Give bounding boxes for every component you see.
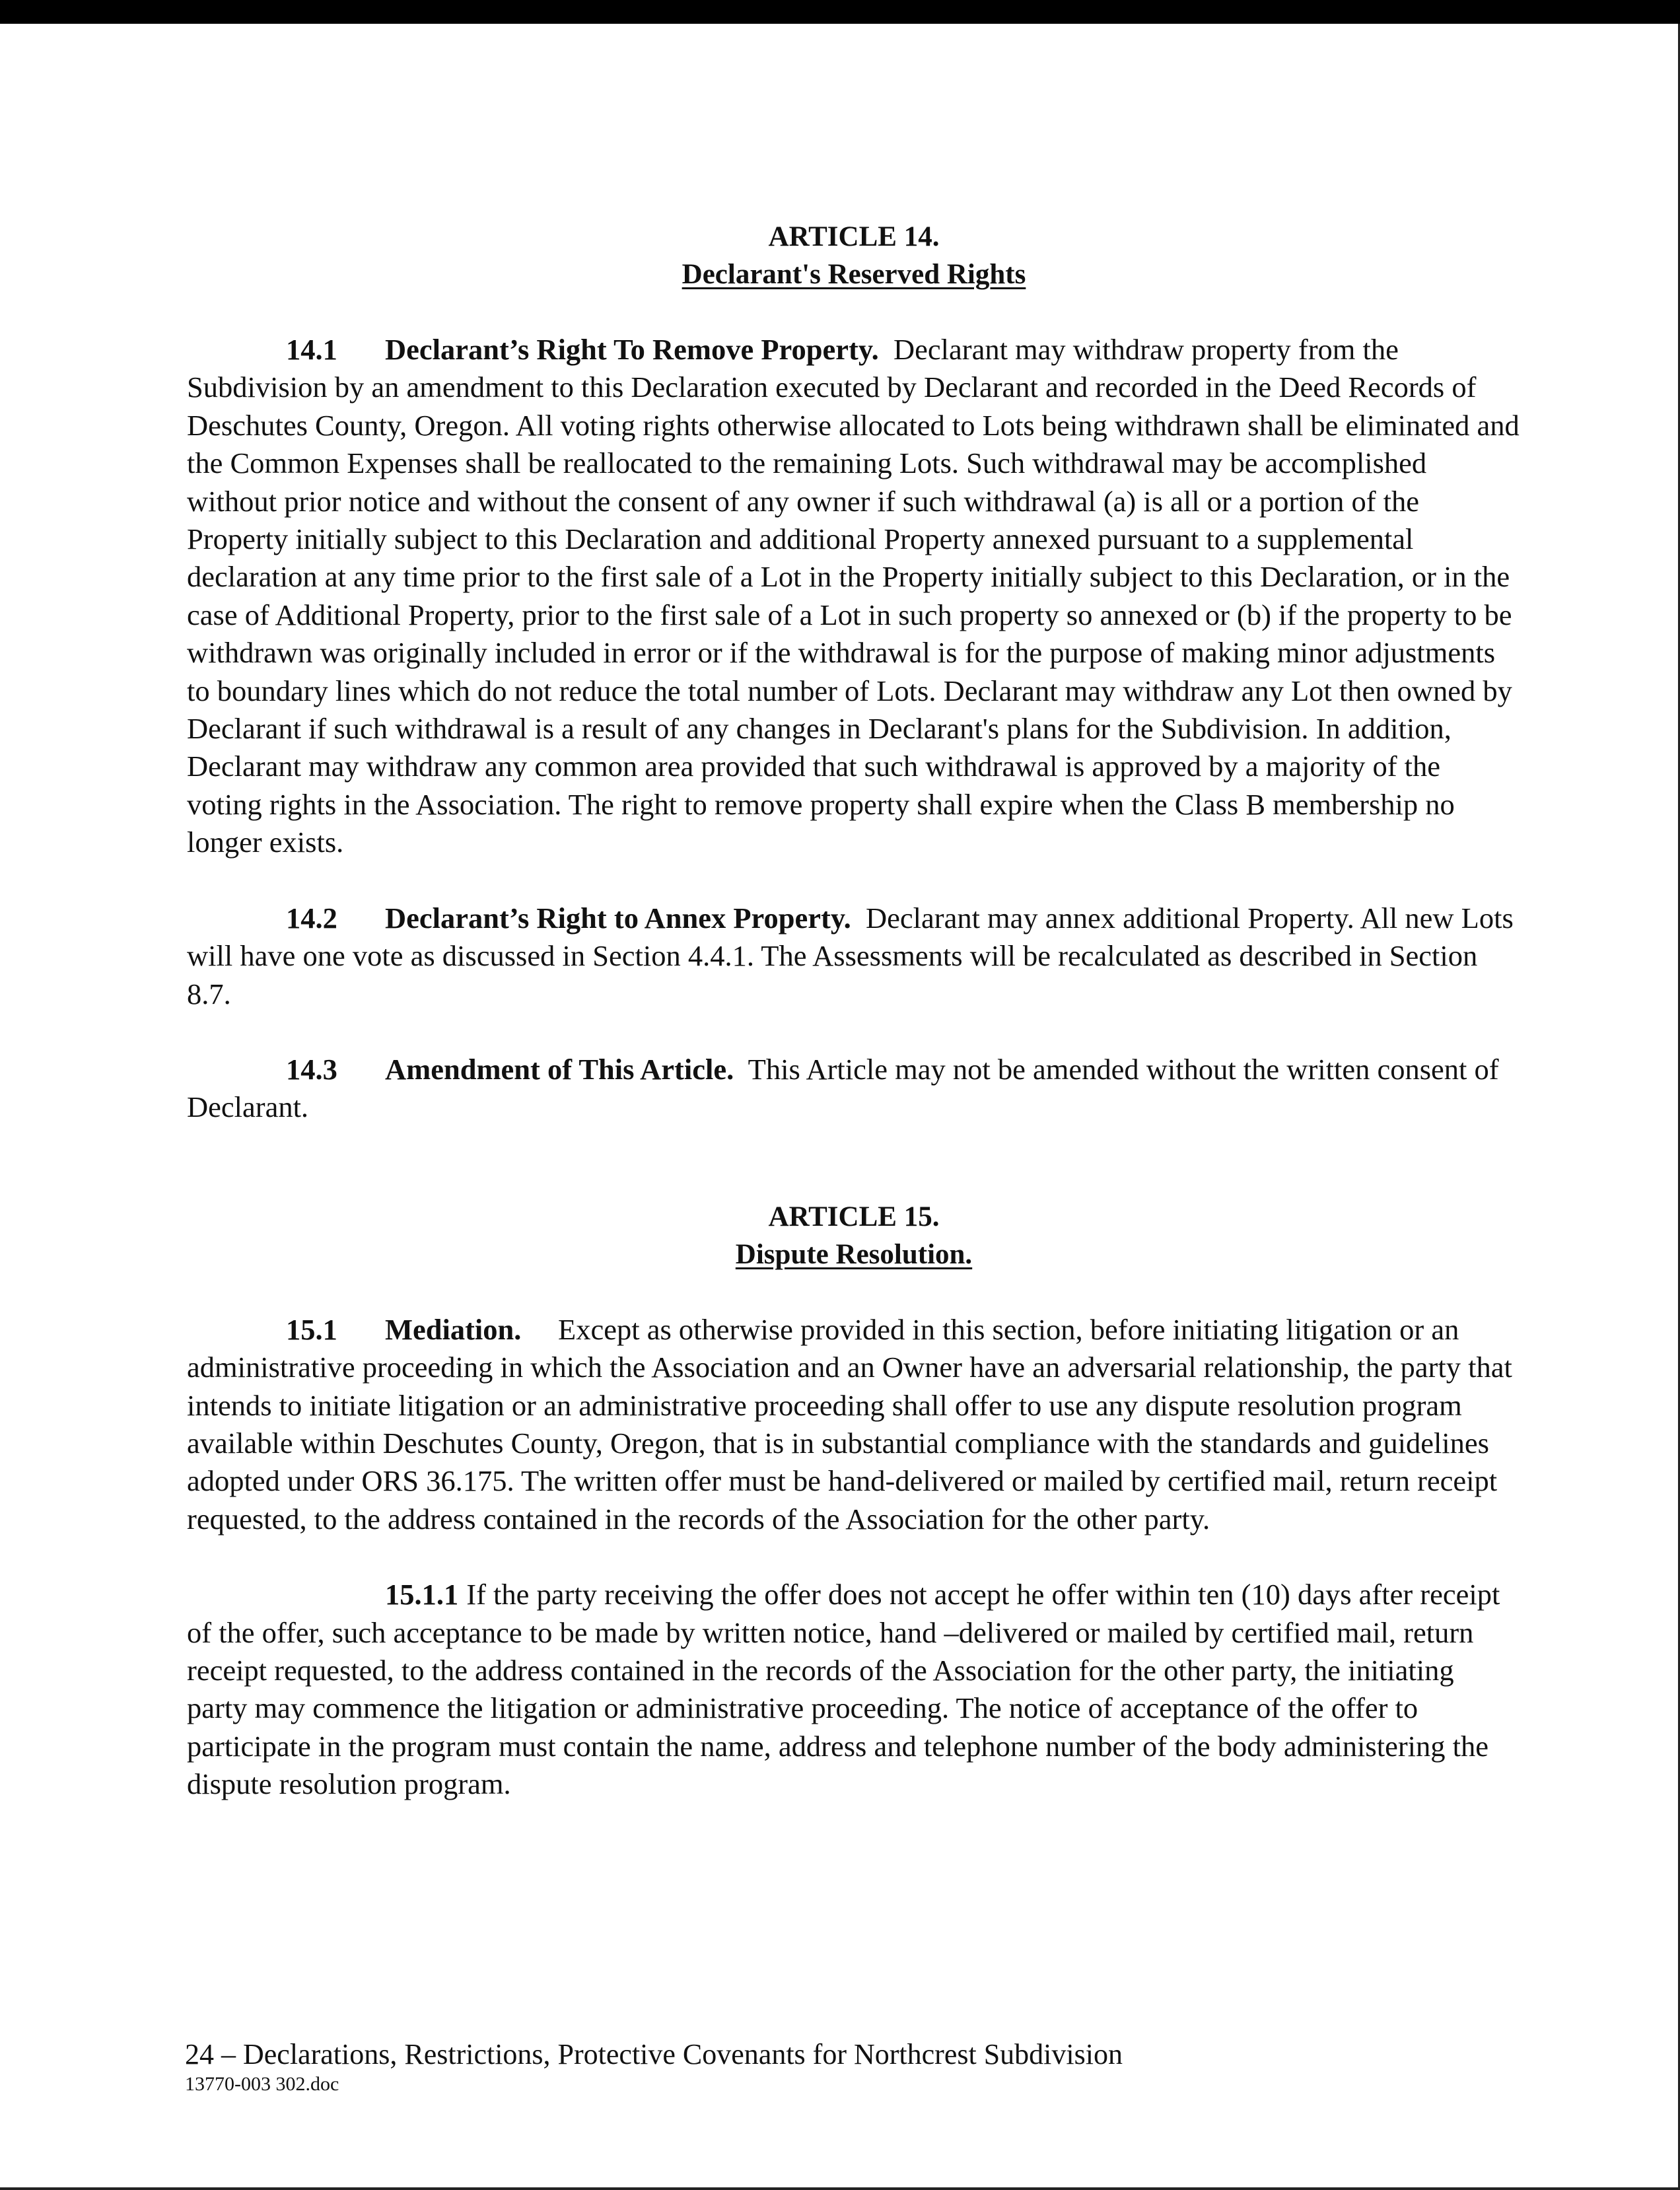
article-14-heading: ARTICLE 14. — [768, 221, 940, 252]
section-title: Amendment of This Article. — [385, 1052, 734, 1086]
section-body: This Article may not be amended without the written consent of Declarant. — [187, 1052, 1499, 1124]
scan-border-bottom — [0, 2187, 1680, 2190]
section-body: Declarant may withdraw property from the Subdivision by an amendment to this Declaration executed by Declarant and recorded in the Deed Records of Deschutes County, Oregon. All voting rights otherwise allocated to Lots being withdrawn shall be eliminated and the Common Expenses shall be reallocated to the remaining Lots. Such withdrawal may be accomplished without prior notice and without the consent of any owner if such withdrawal (a) is all or a portion of the Property initially subject to this Declaration and additional Property annexed pursuant to a supplemental declaration at any time prior to the first sale of a Lot in the Property initially subject to this Declaration, or in the case of Additional Property, prior to the first sale of a Lot in such property so annexed or (b) if the property to be withdrawn was originally included in error or if the withdrawal is for the purpose of making minor adjustments to boundary lines which do not reduce the total number of Lots. Declarant may withdraw any Lot then owned by Declarant if such withdrawal is a result of any changes in Declarant's plans for the Subdivision. In addition, Declarant may withdraw any common area provided that such withdrawal is approved by a majority of the voting rights in the Association. The right to remove property shall expire when the Class B membership no longer exists. — [187, 333, 1520, 859]
section-14-3 — [187, 1051, 1521, 1127]
section-15-1 — [187, 1311, 1521, 1538]
article-15-title: Dispute Resolution. — [735, 1238, 973, 1270]
section-14-1 — [187, 331, 1521, 862]
page-footer — [185, 2037, 1506, 2096]
section-15-1-1 — [187, 1576, 1521, 1803]
section-number: 14.2 — [286, 901, 337, 935]
section-title: Mediation. — [385, 1312, 522, 1346]
section-number: 15.1 — [286, 1312, 337, 1346]
section-body: If the party receiving the offer does not accept he offer within ten (10) days after receipt of the offer, such acceptance to be made by written notice, hand –delivered or mailed by certified mail, return receipt requested, to the address contained in the records of the Association for the other party, the initiating party may commence the litigation or administrative proceeding. The notice of acceptance of the offer to participate in the program must contain the name, address and telephone number of the body administering the dispute resolution program. — [187, 1578, 1500, 1801]
section-number: 15.1.1 — [385, 1578, 459, 1611]
footer-title: 24 – Declarations, Restrictions, Protective Covenants for Northcrest Subdivision — [185, 2038, 1123, 2070]
section-body: Except as otherwise provided in this section, before initiating litigation or an administrative proceeding in which the Association and an Owner have an adversarial relationship, the party that intends to initiate litigation or an administrative proceeding shall offer to use any dispute resolution program available within Deschutes County, Oregon, that is in substantial compliance with the standards and guidelines adopted under ORS 36.175. The written offer must be hand-delivered or mailed by certified mail, return receipt requested, to the address contained in the records of the Association for the other party. — [187, 1312, 1512, 1536]
section-14-2 — [187, 900, 1521, 1013]
section-number: 14.3 — [286, 1052, 337, 1086]
section-body: Declarant may annex additional Property. All new Lots will have one vote as discussed in Section 4.4.1. The Assessments will be recalculated as described in Section 8.7. — [187, 901, 1514, 1010]
article-15-heading: ARTICLE 15. — [768, 1201, 940, 1232]
scan-border-top — [0, 0, 1680, 24]
section-number: 14.1 — [286, 333, 337, 366]
article-14-title: Declarant's Reserved Rights — [682, 259, 1026, 290]
section-title: Declarant’s Right to Annex Property. — [385, 901, 851, 935]
section-title: Declarant’s Right To Remove Property. — [385, 333, 879, 366]
document-page — [187, 218, 1521, 1804]
footer-doc-id: 13770-003 302.doc — [185, 2073, 339, 2095]
